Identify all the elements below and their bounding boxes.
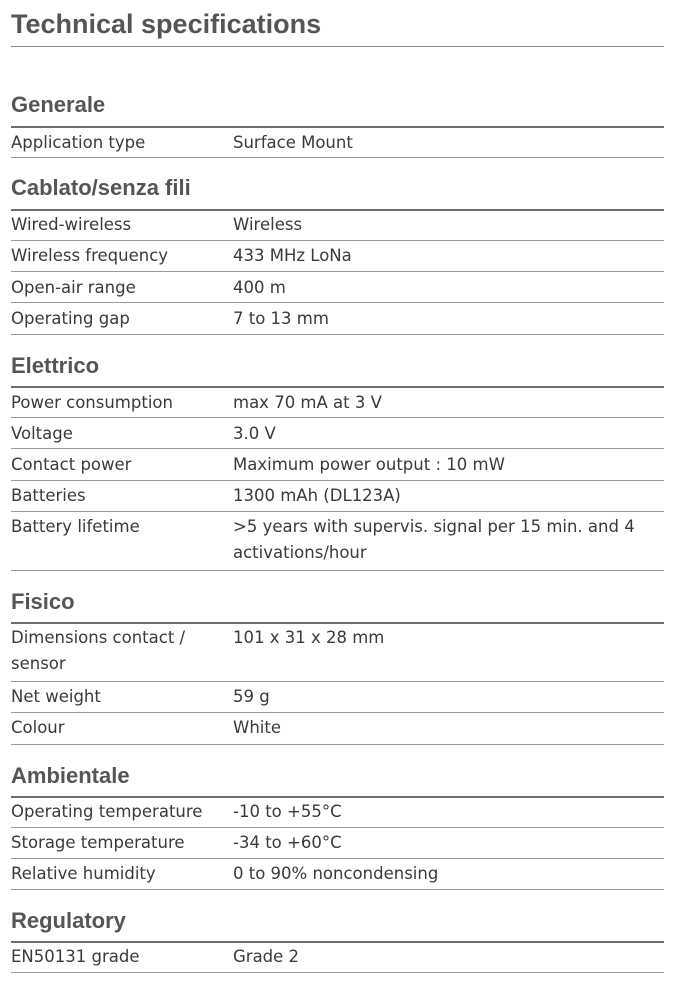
spec-value: Wireless <box>233 215 303 234</box>
spec-label: Operating temperature <box>11 802 203 821</box>
spec-value: 1300 mAh (DL123A) <box>233 486 401 505</box>
spec-label: Operating gap <box>11 309 130 328</box>
row-divider <box>11 511 664 512</box>
spec-label: Power consumption <box>11 393 173 412</box>
spec-label: Battery lifetime <box>11 517 140 536</box>
row-divider <box>11 681 664 682</box>
row-divider <box>11 744 664 745</box>
row-divider <box>11 889 664 890</box>
spec-label: Open-air range <box>11 278 136 297</box>
spec-value: 400 m <box>233 278 286 297</box>
spec-value: Maximum power output : 10 mW <box>233 455 505 474</box>
spec-label: Wired-wireless <box>11 215 132 234</box>
section-divider <box>11 941 664 943</box>
row-divider <box>11 448 664 449</box>
section-divider <box>11 796 664 798</box>
spec-label: Voltage <box>11 424 73 443</box>
spec-value: 433 MHz LoNa <box>233 246 352 265</box>
section-title: Cablato/senza fili <box>11 175 191 200</box>
row-divider <box>11 570 664 571</box>
section-title: Generale <box>11 92 106 117</box>
row-divider <box>11 302 664 303</box>
section-divider <box>11 126 664 128</box>
row-divider <box>11 480 664 481</box>
section-divider <box>11 386 664 388</box>
spec-label: Contact power <box>11 455 132 474</box>
spec-label: Storage temperature <box>11 833 185 852</box>
row-divider <box>11 417 664 418</box>
spec-value: 7 to 13 mm <box>233 309 329 328</box>
spec-value: -34 to +60°C <box>233 833 342 852</box>
row-divider <box>11 712 664 713</box>
spec-value: Surface Mount <box>233 133 353 152</box>
spec-value: Grade 2 <box>233 947 300 966</box>
spec-label: Colour <box>11 718 65 737</box>
row-divider <box>11 157 664 158</box>
page-title: Technical specifications <box>11 9 322 39</box>
spec-label: Batteries <box>11 486 86 505</box>
row-divider <box>11 334 664 335</box>
spec-label: Application type <box>11 133 146 152</box>
title-divider <box>11 46 664 47</box>
spec-label: Dimensions contact / sensor <box>11 628 186 673</box>
row-divider <box>11 271 664 272</box>
section-title: Fisico <box>11 589 75 614</box>
spec-value: White <box>233 718 281 737</box>
spec-value: 101 x 31 x 28 mm <box>233 628 385 647</box>
spec-label: EN50131 grade <box>11 947 140 966</box>
section-title: Regulatory <box>11 908 126 933</box>
spec-value: 0 to 90% noncondensing <box>233 864 439 883</box>
spec-label: Wireless frequency <box>11 246 169 265</box>
row-divider <box>11 240 664 241</box>
section-title: Elettrico <box>11 353 100 378</box>
spec-value: max 70 mA at 3 V <box>233 393 382 412</box>
row-divider <box>11 827 664 828</box>
spec-value: 3.0 V <box>233 424 276 443</box>
spec-value: 59 g <box>233 687 270 706</box>
spec-label: Net weight <box>11 687 101 706</box>
spec-value: -10 to +55°C <box>233 802 342 821</box>
section-divider <box>11 622 664 624</box>
row-divider <box>11 972 664 973</box>
spec-value: >5 years with supervis. signal per 15 min. and 4 activations/hour <box>233 517 635 562</box>
row-divider <box>11 858 664 859</box>
section-title: Ambientale <box>11 763 130 788</box>
spec-label: Relative humidity <box>11 864 156 883</box>
section-divider <box>11 209 664 211</box>
